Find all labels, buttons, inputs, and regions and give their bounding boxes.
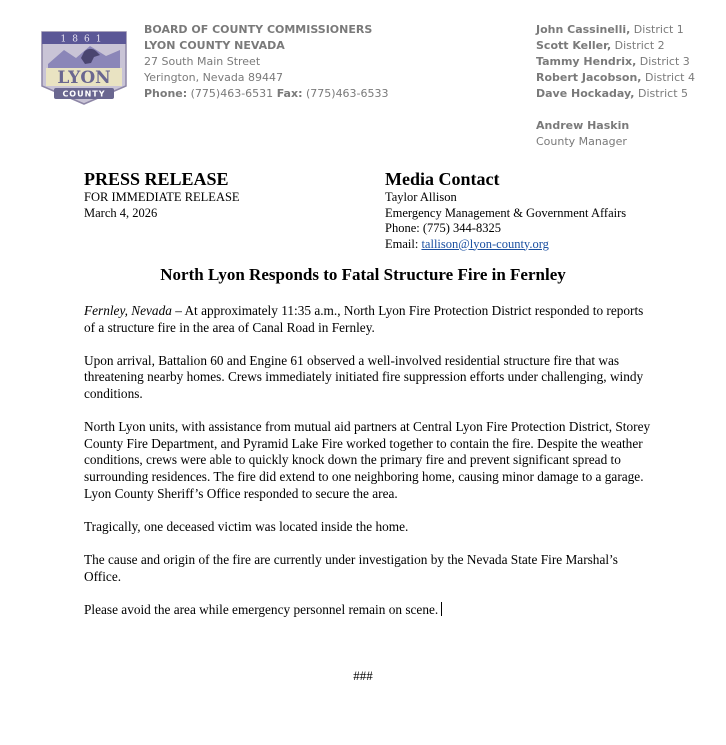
letterhead-address-block [144, 22, 389, 102]
fax-label: Fax: [276, 87, 303, 100]
text-cursor [441, 602, 442, 616]
logo-year-text: 1861 [60, 34, 108, 45]
manager-name: Andrew Haskin [536, 119, 630, 132]
email-label: Email: [385, 236, 422, 251]
lyon-county-seal-logo [36, 24, 132, 108]
commissioner-name: Dave Hockaday, [536, 87, 635, 100]
commissioner-district: District 4 [644, 71, 695, 84]
commissioner-district: District 2 [614, 39, 665, 52]
paragraph-5: The cause and origin of the fire are currently under investigation by the Nevada State Fire Marshal’s Office. [84, 551, 618, 584]
fax-value: (775)463-6533 [305, 87, 389, 100]
commissioner-name: Tammy Hendrix, [536, 55, 637, 68]
paragraph-6 [84, 602, 654, 619]
commissioner-row [536, 54, 695, 70]
press-release-heading: PRESS RELEASE [84, 169, 229, 189]
logo-name-text: LYON [57, 68, 111, 88]
release-body [84, 303, 654, 635]
paragraph-6-text: Please avoid the area while emergency personnel remain on scene. [84, 601, 439, 617]
commissioner-district: District 1 [633, 23, 684, 36]
media-contact-heading: Media Contact [385, 169, 500, 189]
paragraph-1-text: – At approximately 11:35 a.m., North Lyon Fire Protection District responded to reports of a structure fire in the area of Canal Road in Fernley. [84, 303, 644, 335]
commissioner-district: District 5 [638, 87, 689, 100]
press-release-header [84, 168, 240, 221]
org-name-line1: BOARD OF COUNTY COMMISSIONERS [144, 23, 373, 36]
contact-name: Taylor Allison [385, 190, 457, 204]
commissioner-district: District 3 [639, 55, 690, 68]
release-type: FOR IMMEDIATE RELEASE [84, 190, 240, 204]
logo-county-text: COUNTY [62, 89, 106, 99]
phone-fax-line [144, 86, 389, 102]
commissioner-row [536, 86, 695, 102]
address-line1: 27 South Main Street [144, 55, 261, 68]
media-contact-block [385, 168, 626, 252]
contact-department: Emergency Management & Government Affairs [385, 205, 627, 220]
release-title: North Lyon Responds to Fatal Structure Fire in Fernley [160, 265, 566, 284]
dateline: Fernley, Nevada [84, 303, 172, 318]
commissioner-row [536, 70, 695, 86]
address-line2: Yerington, Nevada 89447 [144, 71, 284, 84]
phone-label: Phone: [144, 87, 188, 100]
end-mark: ### [353, 668, 373, 683]
paragraph-1 [84, 303, 654, 336]
paragraph-3: North Lyon units, with assistance from mutual aid partners at Central Lyon Fire Protection District, Storey County Fire Department, and Pyramid Lake Fire worked together to contain the fire. Despite the weather conditions, crews were able to quickly knock down the primary fire and prevent significant spread to surrounding residences. The fire did extend to one neighboring home, causing minor damage to a garage. Lyon County Sheriff’s Office responded to secure the area. [84, 419, 651, 501]
paragraph-4: Tragically, one deceased victim was located inside the home. [84, 518, 409, 534]
email-link[interactable]: tallison@lyon-county.org [421, 236, 549, 251]
org-name-line2: LYON COUNTY NEVADA [144, 39, 285, 52]
release-date: March 4, 2026 [84, 205, 158, 220]
commissioner-name: John Cassinelli, [536, 23, 631, 36]
commissioner-row [536, 38, 695, 54]
commissioners-list [536, 22, 695, 150]
commissioner-name: Scott Keller, [536, 39, 612, 52]
commissioner-row [536, 22, 695, 38]
commissioner-name: Robert Jacobson, [536, 71, 642, 84]
paragraph-2: Upon arrival, Battalion 60 and Engine 61 observed a well-involved residential structure fire that was threatening nearby homes. Crews immediately initiated fire suppression efforts under challenging, windy conditions. [84, 352, 644, 401]
contact-email-line [385, 237, 626, 253]
contact-phone: Phone: (775) 344-8325 [385, 221, 501, 235]
manager-title: County Manager [536, 135, 627, 148]
phone-value: (775)463-6531 [190, 87, 274, 100]
